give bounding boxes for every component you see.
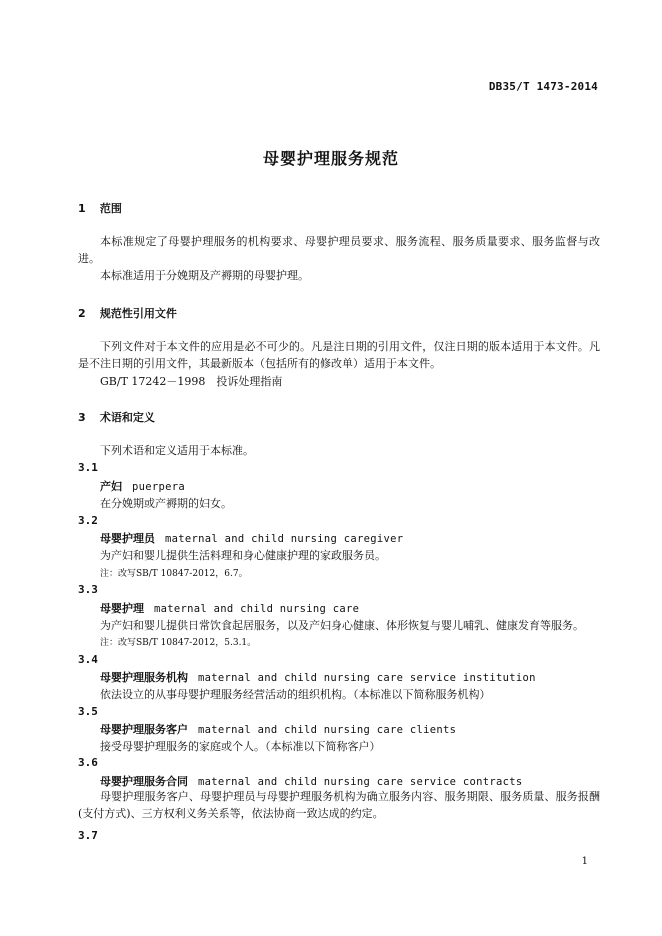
reference-item: GB/T 17242－1998 投诉处理指南 bbox=[100, 375, 283, 388]
section-title: 术语和定义 bbox=[99, 411, 155, 424]
page-number: 1 bbox=[581, 856, 588, 867]
document-title: 母婴护理服务规范 bbox=[262, 149, 399, 168]
paragraph: 下列文件对于本文件的应用是必不可少的。凡是注日期的引用文件，仅注日期的版本适用于本文件。凡是不注日期的引用文件，其最新版本（包括所有的修改单）适用于本文件。 bbox=[78, 340, 600, 370]
paragraph: 本标准适用于分娩期及产褥期的母婴护理。 bbox=[100, 269, 309, 282]
term-number: 3.6 bbox=[78, 756, 98, 769]
term-number: 3.2 bbox=[78, 514, 98, 527]
term-title bbox=[100, 773, 522, 789]
term-zh: 母婴护理服务客户 bbox=[100, 723, 188, 736]
term-number: 3.7 bbox=[78, 829, 98, 842]
term-definition: 依法设立的从事母婴护理服务经营活动的组织机构。（本标准以下简称服务机构） bbox=[100, 688, 491, 701]
term-note: 注：改写SB/T 10847-2012，6.7。 bbox=[100, 569, 248, 579]
term-definition: 为产妇和婴儿提供日常饮食起居服务，以及产妇身心健康、体形恢复与婴儿哺乳、健康发育等服务。 bbox=[100, 619, 584, 632]
section-2-heading bbox=[78, 305, 177, 321]
term-zh: 母婴护理员 bbox=[100, 532, 155, 545]
term-en: maternal and child nursing care service contracts bbox=[198, 776, 523, 788]
term-definition: 为产妇和婴儿提供生活料理和身心健康护理的家政服务员。 bbox=[100, 549, 386, 562]
term-number: 3.5 bbox=[78, 705, 98, 718]
term-definition: 在分娩期或产褥期的妇女。 bbox=[100, 497, 232, 510]
paragraph: 下列术语和定义适用于本标准。 bbox=[100, 444, 254, 457]
section-title: 范围 bbox=[99, 202, 122, 215]
term-zh: 母婴护理服务机构 bbox=[100, 671, 188, 684]
section-number: 3 bbox=[78, 411, 86, 424]
term-zh: 产妇 bbox=[100, 480, 122, 493]
section-title: 规范性引用文件 bbox=[99, 307, 177, 320]
paragraph: 本标准规定了母婴护理服务的机构要求、母婴护理员要求、服务流程、服务质量要求、服务监督与改进。 bbox=[78, 235, 600, 265]
section-number: 2 bbox=[78, 307, 86, 320]
term-title bbox=[100, 600, 359, 616]
term-title bbox=[100, 478, 185, 494]
term-en: maternal and child nursing caregiver bbox=[165, 533, 404, 545]
term-zh: 母婴护理服务合同 bbox=[100, 775, 188, 788]
term-number: 3.3 bbox=[78, 583, 98, 596]
term-zh: 母婴护理 bbox=[100, 602, 144, 615]
term-en: maternal and child nursing care bbox=[154, 603, 360, 615]
term-number: 3.4 bbox=[78, 653, 98, 666]
term-title bbox=[100, 530, 403, 546]
term-definition: 接受母婴护理服务的家庭或个人。（本标准以下简称客户） bbox=[100, 740, 381, 753]
standard-code: DB35/T 1473-2014 bbox=[488, 80, 598, 93]
term-en: maternal and child nursing care service institution bbox=[198, 672, 536, 684]
term-definition: 母婴护理服务客户、母婴护理员与母婴护理服务机构为确立服务内容、服务期限、服务质量、服务报酬(支付方式)、三方权利义务关系等，依法协商一致达成的约定。 bbox=[78, 790, 600, 820]
term-title bbox=[100, 669, 536, 685]
term-en: maternal and child nursing care clients bbox=[198, 724, 457, 736]
term-title bbox=[100, 721, 456, 737]
term-en: puerpera bbox=[132, 481, 185, 493]
section-number: 1 bbox=[78, 202, 86, 215]
term-note: 注：改写SB/T 10847-2012，5.3.1。 bbox=[100, 638, 257, 648]
section-3-heading bbox=[78, 409, 155, 425]
term-number: 3.1 bbox=[78, 461, 98, 474]
section-1-heading bbox=[78, 200, 122, 216]
